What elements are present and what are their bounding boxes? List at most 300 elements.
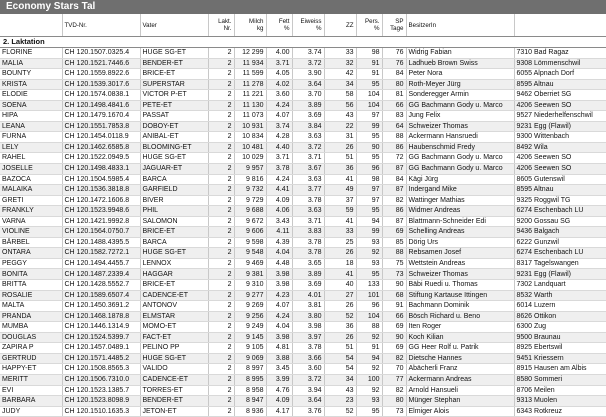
lactation-cell: 2 (208, 237, 234, 248)
cow-name-cell: MALIA (0, 58, 62, 69)
sp-days-cell: 77 (382, 374, 406, 385)
sire-cell: CADENCE-ET (140, 290, 208, 301)
owner-location-cell: 8580 Sommeri (514, 374, 606, 385)
table-row (0, 280, 606, 291)
milk-kg-cell: 9 672 (234, 216, 266, 227)
owner-location-cell: 9308 Lömmenschwil (514, 58, 606, 69)
sp-days-cell: 80 (382, 79, 406, 90)
fat-pct-cell: 4.05 (266, 69, 292, 80)
protein-pct-cell: 3.76 (292, 406, 324, 417)
owner-name-cell: Arnold Hansueli (406, 385, 514, 396)
tvd-number-cell: CH 120.1506.7310.0 (62, 374, 140, 385)
milk-kg-cell: 9 277 (234, 290, 266, 301)
milk-kg-cell: 9 310 (234, 280, 266, 291)
owner-name-cell: Sonderegger Armin (406, 90, 514, 101)
fat-pct-cell: 3.60 (266, 90, 292, 101)
lactation-cell: 2 (208, 121, 234, 132)
header-ort (514, 14, 606, 37)
zz-cell: 26 (324, 301, 356, 312)
cow-name-cell: JOSELLE (0, 164, 62, 175)
zz-cell: 34 (324, 374, 356, 385)
sire-cell: BRICE-ET (140, 227, 208, 238)
lactation-cell: 2 (208, 269, 234, 280)
tvd-number-cell: CH 120.1582.7272.1 (62, 248, 140, 259)
protein-pct-cell: 3.78 (292, 343, 324, 354)
milk-kg-cell: 9 249 (234, 322, 266, 333)
header-name (0, 14, 62, 37)
milk-kg-cell: 9 548 (234, 248, 266, 259)
sire-cell: HUGE SG-ET (140, 353, 208, 364)
fat-pct-cell: 3.99 (266, 374, 292, 385)
protein-pct-cell: 3.65 (292, 258, 324, 269)
lactation-cell: 2 (208, 206, 234, 217)
sp-days-cell: 85 (382, 237, 406, 248)
lactation-cell: 2 (208, 58, 234, 69)
persistence-cell: 99 (356, 227, 382, 238)
lactation-cell: 2 (208, 290, 234, 301)
table-row (0, 353, 606, 364)
protein-pct-cell: 3.78 (292, 195, 324, 206)
fat-pct-cell: 4.17 (266, 406, 292, 417)
protein-pct-cell: 3.80 (292, 311, 324, 322)
lactation-cell: 2 (208, 301, 234, 312)
owner-location-cell: 4206 Seewen SO (514, 153, 606, 164)
lactation-cell: 2 (208, 195, 234, 206)
sire-cell: VICTOR P-ET (140, 90, 208, 101)
cow-name-cell: BAZOCA (0, 174, 62, 185)
milk-kg-cell: 9 145 (234, 332, 266, 343)
tvd-number-cell: CH 120.1559.8922.6 (62, 69, 140, 80)
milk-kg-cell: 8 997 (234, 364, 266, 375)
table-row (0, 374, 606, 385)
sp-days-cell: 82 (382, 353, 406, 364)
tvd-number-cell: CH 120.1446.1314.9 (62, 322, 140, 333)
zz-cell: 31 (324, 132, 356, 143)
cow-name-cell: BARBARA (0, 396, 62, 407)
owner-name-cell: GG Bachmann Gody u. Marco (406, 100, 514, 111)
cow-name-cell: LEANA (0, 121, 62, 132)
lactation-cell: 2 (208, 385, 234, 396)
sire-cell: BLOOMING-ET (140, 142, 208, 153)
zz-cell: 25 (324, 237, 356, 248)
header-milch: Milch kg (234, 14, 266, 37)
zz-cell: 52 (324, 311, 356, 322)
table-row (0, 237, 606, 248)
tvd-number-cell: CH 120.1487.2339.4 (62, 269, 140, 280)
header-vater: Vater (140, 14, 208, 37)
table-row (0, 258, 606, 269)
protein-pct-cell: 3.71 (292, 216, 324, 227)
sire-cell: PHIL (140, 206, 208, 217)
tvd-number-cell: CH 120.1428.5552.7 (62, 280, 140, 291)
lactation-cell: 2 (208, 227, 234, 238)
fat-pct-cell: 4.09 (266, 396, 292, 407)
owner-name-cell: Dietsche Hannes (406, 353, 514, 364)
owner-location-cell: 6274 Eschenbach LU (514, 248, 606, 259)
sire-cell: PELINO PP (140, 343, 208, 354)
zz-cell: 36 (324, 322, 356, 333)
cow-name-cell: LELY (0, 142, 62, 153)
protein-pct-cell: 3.63 (292, 174, 324, 185)
tvd-number-cell: CH 120.1421.9992.8 (62, 216, 140, 227)
sp-days-cell: 69 (382, 227, 406, 238)
cow-name-cell: VIOLINE (0, 227, 62, 238)
cow-name-cell: PRANDA (0, 311, 62, 322)
cow-name-cell: MALAIKA (0, 185, 62, 196)
owner-location-cell: 8595 Altnau (514, 185, 606, 196)
sire-cell: MOMO-ET (140, 322, 208, 333)
fat-pct-cell: 3.98 (266, 280, 292, 291)
sire-cell: BRICE-ET (140, 280, 208, 291)
cow-name-cell: EVI (0, 385, 62, 396)
table-row (0, 142, 606, 153)
table-row (0, 132, 606, 143)
sp-days-cell: 72 (382, 153, 406, 164)
table-row (0, 332, 606, 343)
sire-cell: ANTONOV (140, 301, 208, 312)
protein-pct-cell: 3.67 (292, 164, 324, 175)
sp-days-cell: 81 (382, 90, 406, 101)
sp-days-cell: 90 (382, 280, 406, 291)
owner-name-cell: Roth-Meyer Jürg (406, 79, 514, 90)
owner-location-cell: 4206 Seewen SO (514, 100, 606, 111)
fat-pct-cell: 3.98 (266, 269, 292, 280)
zz-cell: 43 (324, 385, 356, 396)
protein-pct-cell: 3.77 (292, 185, 324, 196)
persistence-cell: 93 (356, 258, 382, 269)
lactation-cell: 2 (208, 332, 234, 343)
persistence-cell: 97 (356, 185, 382, 196)
owner-location-cell: 9500 Braunau (514, 332, 606, 343)
table-row (0, 111, 606, 122)
protein-pct-cell: 3.63 (292, 206, 324, 217)
lactation-cell: 2 (208, 48, 234, 59)
sp-days-cell: 66 (382, 311, 406, 322)
owner-name-cell: Schweizer Thomas (406, 121, 514, 132)
persistence-cell: 104 (356, 90, 382, 101)
tvd-number-cell: CH 120.1450.3691.2 (62, 301, 140, 312)
owner-name-cell: Koch Kilian (406, 332, 514, 343)
zz-cell: 54 (324, 353, 356, 364)
sire-cell: TORRES-ET (140, 385, 208, 396)
protein-pct-cell: 3.83 (292, 227, 324, 238)
lactation-cell: 2 (208, 258, 234, 269)
tvd-number-cell: CH 120.1488.4395.5 (62, 237, 140, 248)
tvd-number-cell: CH 120.1524.5399.7 (62, 332, 140, 343)
sp-days-cell: 82 (382, 195, 406, 206)
persistence-cell: 133 (356, 280, 382, 291)
milk-kg-cell: 10 481 (234, 142, 266, 153)
sp-days-cell: 84 (382, 174, 406, 185)
milk-kg-cell: 8 947 (234, 396, 266, 407)
milk-kg-cell: 9 729 (234, 195, 266, 206)
sp-days-cell: 68 (382, 290, 406, 301)
tvd-number-cell: CH 120.1551.7853.8 (62, 121, 140, 132)
lactation-cell: 2 (208, 132, 234, 143)
table-row (0, 69, 606, 80)
persistence-cell: 94 (356, 216, 382, 227)
owner-name-cell: Wettstein Andreas (406, 258, 514, 269)
sire-cell: ANIBAL-ET (140, 132, 208, 143)
milk-kg-cell: 9 598 (234, 237, 266, 248)
table-row (0, 58, 606, 69)
tvd-number-cell: CH 120.1479.1670.4 (62, 111, 140, 122)
lactation-cell: 2 (208, 343, 234, 354)
owner-name-cell: Haubenschmid Fredy (406, 142, 514, 153)
owner-location-cell: 8626 Ottikon (514, 311, 606, 322)
persistence-cell: 95 (356, 406, 382, 417)
zz-cell: 27 (324, 290, 356, 301)
persistence-cell: 97 (356, 111, 382, 122)
table-row (0, 311, 606, 322)
zz-cell: 37 (324, 195, 356, 206)
cow-name-cell: FRANKLY (0, 206, 62, 217)
persistence-cell: 93 (356, 237, 382, 248)
tvd-number-cell: CH 120.1508.8565.3 (62, 364, 140, 375)
cow-name-cell: BÄRBEL (0, 237, 62, 248)
persistence-cell: 95 (356, 269, 382, 280)
table-row (0, 164, 606, 175)
milk-kg-cell: 12 299 (234, 48, 266, 59)
persistence-cell: 95 (356, 206, 382, 217)
fat-pct-cell: 4.04 (266, 248, 292, 259)
persistence-cell: 92 (356, 364, 382, 375)
protein-pct-cell: 3.97 (292, 332, 324, 343)
protein-pct-cell: 3.70 (292, 90, 324, 101)
fat-pct-cell: 4.04 (266, 322, 292, 333)
fat-pct-cell: 4.39 (266, 237, 292, 248)
table-row (0, 216, 606, 227)
table-row (0, 301, 606, 312)
table-row (0, 385, 606, 396)
table-row (0, 343, 606, 354)
owner-location-cell: 9231 Egg (Flawil) (514, 121, 606, 132)
owner-name-cell: Dörig Urs (406, 237, 514, 248)
cow-name-cell: MUMBA (0, 322, 62, 333)
owner-location-cell: 7310 Bad Ragaz (514, 48, 606, 59)
owner-location-cell: 8317 Tagelswangen (514, 258, 606, 269)
milk-kg-cell: 11 934 (234, 58, 266, 69)
table-row (0, 206, 606, 217)
milk-kg-cell: 9 069 (234, 353, 266, 364)
owner-location-cell: 9325 Roggwil TG (514, 195, 606, 206)
table-row (0, 153, 606, 164)
table-row (0, 90, 606, 101)
owner-name-cell: Indergand Mike (406, 185, 514, 196)
sp-days-cell: 84 (382, 69, 406, 80)
milk-kg-cell: 8 995 (234, 374, 266, 385)
sp-days-cell: 91 (382, 301, 406, 312)
header-tvd: TVD-Nr. (62, 14, 140, 37)
owner-name-cell: Bäbi Ruedi u. Thomas (406, 280, 514, 291)
owner-name-cell: Rebsamen Josef (406, 248, 514, 259)
ranking-table (0, 14, 606, 417)
owner-location-cell: 6274 Eschenbach LU (514, 206, 606, 217)
milk-kg-cell: 9 469 (234, 258, 266, 269)
milk-kg-cell: 9 688 (234, 206, 266, 217)
owner-name-cell: Wattinger Mathias (406, 195, 514, 206)
fat-pct-cell: 4.40 (266, 142, 292, 153)
milk-kg-cell: 9 816 (234, 174, 266, 185)
fat-pct-cell: 4.41 (266, 185, 292, 196)
persistence-cell: 97 (356, 195, 382, 206)
cow-name-cell: GERTRUD (0, 353, 62, 364)
persistence-cell: 98 (356, 174, 382, 185)
sp-days-cell: 70 (382, 364, 406, 375)
owner-location-cell: 8532 Warth (514, 290, 606, 301)
zz-cell: 41 (324, 174, 356, 185)
sire-cell: GARFIELD (140, 185, 208, 196)
zz-cell: 58 (324, 90, 356, 101)
persistence-cell: 104 (356, 311, 382, 322)
persistence-cell: 95 (356, 79, 382, 90)
table-row (0, 48, 606, 59)
zz-cell: 26 (324, 248, 356, 259)
owner-location-cell: 9451 Kriessern (514, 353, 606, 364)
protein-pct-cell: 3.64 (292, 79, 324, 90)
sp-days-cell: 88 (382, 132, 406, 143)
persistence-cell: 95 (356, 153, 382, 164)
zz-cell: 56 (324, 100, 356, 111)
sp-days-cell: 87 (382, 185, 406, 196)
protein-pct-cell: 4.01 (292, 290, 324, 301)
zz-cell: 26 (324, 142, 356, 153)
lactation-cell: 2 (208, 153, 234, 164)
owner-name-cell: Bachmann Dominik (406, 301, 514, 312)
sire-cell: BIVER (140, 195, 208, 206)
tvd-number-cell: CH 120.1504.5985.4 (62, 174, 140, 185)
zz-cell: 36 (324, 164, 356, 175)
persistence-cell: 98 (356, 48, 382, 59)
owner-location-cell: 9300 Wittenbach (514, 132, 606, 143)
protein-pct-cell: 3.66 (292, 353, 324, 364)
protein-pct-cell: 3.84 (292, 121, 324, 132)
lactation-cell: 2 (208, 374, 234, 385)
cow-name-cell: BOUNTY (0, 69, 62, 80)
table-row (0, 174, 606, 185)
owner-name-cell: Blattmann-Schneider Edi (406, 216, 514, 227)
fat-pct-cell: 4.24 (266, 311, 292, 322)
owner-location-cell: 6055 Alpnach Dorf (514, 69, 606, 80)
owner-name-cell: Schelling Andreas (406, 227, 514, 238)
fat-pct-cell: 4.24 (266, 100, 292, 111)
cow-name-cell: DOUGLAS (0, 332, 62, 343)
protein-pct-cell: 3.72 (292, 142, 324, 153)
cow-name-cell: RAHEL (0, 153, 62, 164)
owner-location-cell: 9527 Niederhelfenschwil (514, 111, 606, 122)
milk-kg-cell: 11 221 (234, 90, 266, 101)
protein-pct-cell: 3.60 (292, 364, 324, 375)
persistence-cell: 93 (356, 396, 382, 407)
fat-pct-cell: 3.78 (266, 164, 292, 175)
sire-cell: FACT-ET (140, 332, 208, 343)
lactation-cell: 2 (208, 142, 234, 153)
lactation-cell: 2 (208, 311, 234, 322)
fat-pct-cell: 4.24 (266, 174, 292, 185)
owner-name-cell: GG Heer Rolf u. Patrik (406, 343, 514, 354)
protein-pct-cell: 3.71 (292, 153, 324, 164)
sire-cell: LENNOX (140, 258, 208, 269)
sire-cell: HUGE SG-ET (140, 248, 208, 259)
sire-cell: HUGE SG-ET (140, 153, 208, 164)
zz-cell: 40 (324, 280, 356, 291)
milk-kg-cell: 9 269 (234, 301, 266, 312)
owner-location-cell: 6343 Rotkreuz (514, 406, 606, 417)
sp-days-cell: 83 (382, 111, 406, 122)
sire-cell: BARCA (140, 174, 208, 185)
section-row (0, 37, 606, 48)
fat-pct-cell: 4.06 (266, 206, 292, 217)
cow-name-cell: FURNA (0, 132, 62, 143)
protein-pct-cell: 3.64 (292, 396, 324, 407)
table-row (0, 290, 606, 301)
zz-cell: 18 (324, 258, 356, 269)
fat-pct-cell: 4.28 (266, 132, 292, 143)
persistence-cell: 95 (356, 132, 382, 143)
sp-days-cell: 90 (382, 332, 406, 343)
persistence-cell: 92 (356, 248, 382, 259)
sire-cell: ELMSTAR (140, 311, 208, 322)
cow-name-cell: MERITT (0, 374, 62, 385)
owner-location-cell: 7302 Landquart (514, 280, 606, 291)
milk-kg-cell: 11 278 (234, 79, 266, 90)
persistence-cell: 91 (356, 69, 382, 80)
milk-kg-cell: 9 256 (234, 311, 266, 322)
persistence-cell: 91 (356, 58, 382, 69)
milk-kg-cell: 10 029 (234, 153, 266, 164)
zz-cell: 43 (324, 111, 356, 122)
zz-cell: 51 (324, 153, 356, 164)
milk-kg-cell: 11 073 (234, 111, 266, 122)
owner-name-cell: Peter Nora (406, 69, 514, 80)
tvd-number-cell: CH 120.1494.4455.7 (62, 258, 140, 269)
cow-name-cell: HAPPY-ET (0, 364, 62, 375)
sire-cell: PASSAT (140, 111, 208, 122)
owner-name-cell: Ackermann Andreas (406, 374, 514, 385)
header-pers: Pers. % (356, 14, 382, 37)
table-row (0, 396, 606, 407)
sp-days-cell: 76 (382, 48, 406, 59)
sire-cell: HAGGAR (140, 269, 208, 280)
cow-name-cell: JUDY (0, 406, 62, 417)
milk-kg-cell: 10 931 (234, 121, 266, 132)
owner-location-cell: 6014 Luzern (514, 301, 606, 312)
tvd-number-cell: CH 120.1589.6507.4 (62, 290, 140, 301)
zz-cell: 22 (324, 121, 356, 132)
lactation-cell: 2 (208, 396, 234, 407)
zz-cell: 26 (324, 332, 356, 343)
sp-days-cell: 75 (382, 258, 406, 269)
fat-pct-cell: 4.00 (266, 48, 292, 59)
zz-cell: 41 (324, 269, 356, 280)
protein-pct-cell: 3.69 (292, 280, 324, 291)
persistence-cell: 100 (356, 374, 382, 385)
protein-pct-cell: 3.72 (292, 58, 324, 69)
persistence-cell: 96 (356, 301, 382, 312)
fat-pct-cell: 4.81 (266, 343, 292, 354)
protein-pct-cell: 3.89 (292, 100, 324, 111)
tvd-number-cell: CH 120.1510.1635.3 (62, 406, 140, 417)
protein-pct-cell: 3.69 (292, 111, 324, 122)
sp-days-cell: 87 (382, 216, 406, 227)
owner-location-cell: 8925 Ebertswil (514, 343, 606, 354)
protein-pct-cell: 3.63 (292, 132, 324, 143)
owner-location-cell: 6300 Zug (514, 322, 606, 333)
fat-pct-cell: 3.45 (266, 364, 292, 375)
fat-pct-cell: 4.48 (266, 258, 292, 269)
lactation-cell: 2 (208, 164, 234, 175)
milk-kg-cell: 8 958 (234, 385, 266, 396)
